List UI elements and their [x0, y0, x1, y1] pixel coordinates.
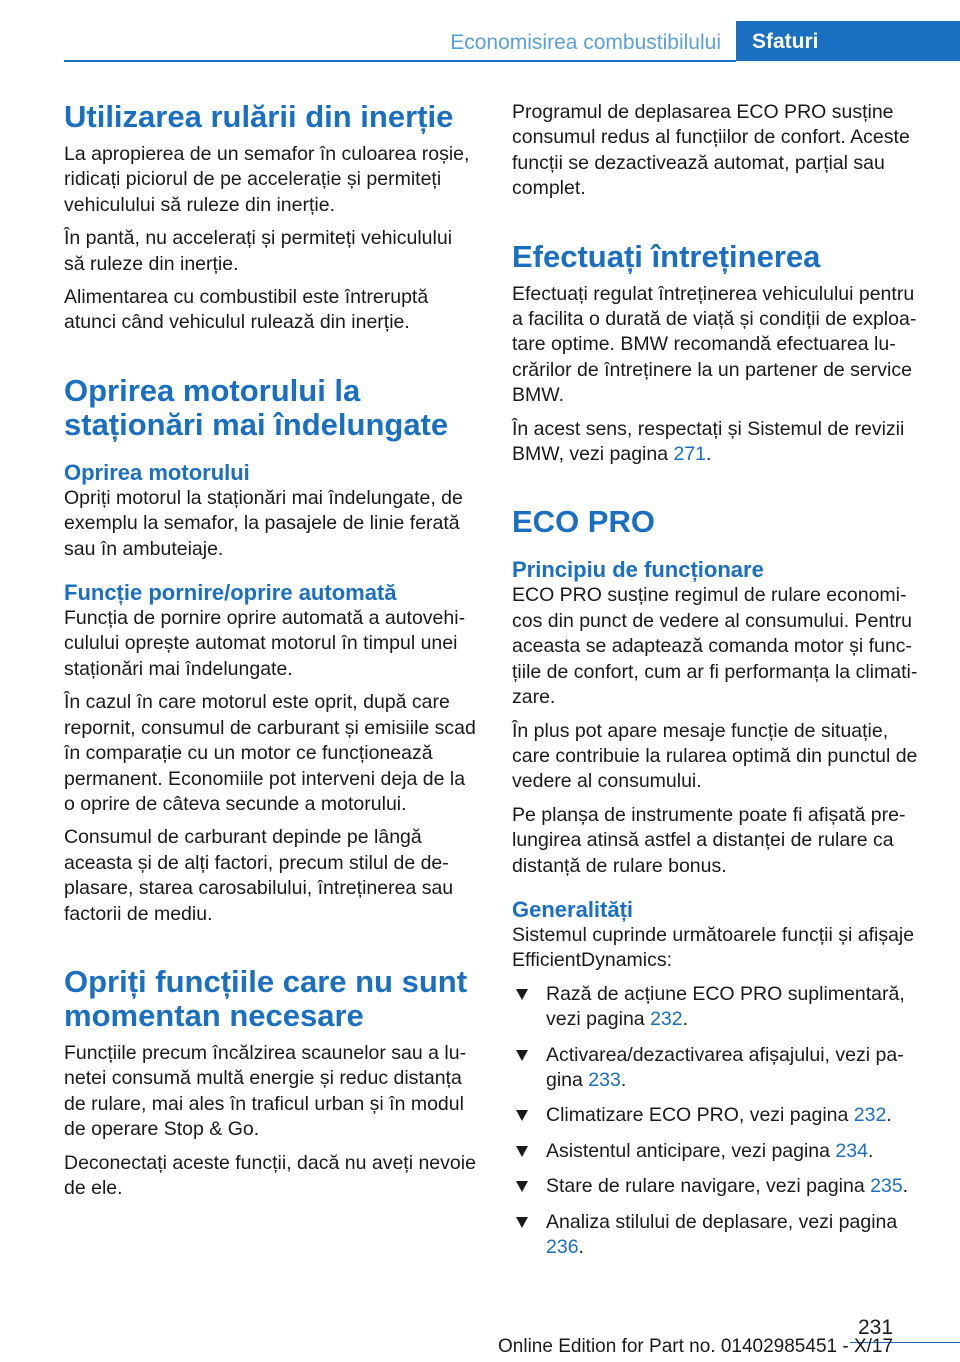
heading-eco-pro: ECO PRO: [512, 504, 655, 540]
right-column: [512, 100, 926, 1270]
triangle-bullet-icon: [516, 1146, 528, 1157]
triangle-bullet-icon: [516, 989, 528, 1000]
paragraph: În pantă, nu accelerați și permiteți vehiculului să ruleze din inerție.: [64, 227, 453, 275]
paragraph: Deconectați aceste funcții, dacă nu aveți nevoie de ele.: [64, 1151, 476, 1199]
text: Asistentul anticipare, vezi pagina: [546, 1139, 836, 1162]
triangle-bullet-icon: [516, 1110, 528, 1121]
list-item: [512, 1043, 926, 1094]
paragraph: [512, 417, 926, 468]
paragraph: Opriți motorul la staționări mai îndelungate, de exemplu la semafor, la pasajele de linie ferată sau în ambuteiaje.: [64, 486, 463, 560]
function-list: [512, 982, 926, 1261]
triangle-bullet-icon: [516, 1050, 528, 1061]
paragraph: În cazul în care motorul este oprit, după care repornit, consumul de carburant și emisiile scad în comparație cu un motor ce funcționează permanent. Economiile pot interveni deja de la o oprire de câteva secunde a motorului.: [64, 691, 476, 815]
text: Analiza stilului de deplasare, vezi pagina: [546, 1210, 898, 1233]
paragraph: Funcția de pornire oprire automată a autovehiculului oprește automat motorul în timpul unei staționări mai îndelungate.: [64, 607, 466, 680]
page-link[interactable]: 232: [650, 1008, 683, 1031]
text: .: [682, 1008, 689, 1031]
text: .: [706, 443, 712, 466]
list-item: [512, 1210, 926, 1261]
paragraph: Efectuați regulat întreținerea vehiculului pentru a facilita o durată de viață și condiții de exploatare optime. BMW recomandă efectuarea lucrărilor de întreținere la un partener de service BMW.: [512, 282, 917, 407]
heading-engine-off: Oprirea motorului la staționări mai îndelungate: [64, 372, 449, 442]
list-item: [512, 1103, 926, 1128]
text: Climatizare ECO PRO, vezi pagina: [546, 1104, 854, 1127]
paragraph: Pe planșa de instrumente poate fi afișată prelungirea atinsă astfel a distanței de rulare ca distanță de rulare bonus.: [512, 803, 906, 877]
heading-maintenance: Efectuați întreținerea: [512, 238, 821, 274]
paragraph: Sistemul cuprinde următoarele funcții și afișaje EfficientDynamics:: [512, 923, 915, 972]
triangle-bullet-icon: [516, 1217, 528, 1228]
subheading-auto-start-stop: Funcție pornire/oprire automată: [64, 580, 397, 606]
text: Rază de acțiune ECO PRO suplimentară, vezi pagina: [546, 982, 905, 1031]
page-header: [0, 0, 960, 62]
subheading-general: Generalități: [512, 896, 634, 922]
list-item: [512, 1174, 926, 1199]
left-column: [64, 100, 478, 1201]
text: .: [886, 1104, 892, 1127]
edition-note: Online Edition for Part no. 01402985451 - X/17: [498, 1336, 894, 1357]
page-link[interactable]: 232: [853, 1104, 887, 1127]
text: .: [578, 1236, 584, 1258]
page-link[interactable]: 233: [588, 1068, 621, 1091]
heading-functions-off: Opriți funcțiile care nu sunt momentan necesare: [64, 963, 468, 1033]
page-link-271[interactable]: 271: [673, 443, 707, 466]
subheading-engine-off: Oprirea motorului: [64, 459, 250, 485]
text: .: [867, 1139, 874, 1162]
section-title: Economisirea combustibilului: [450, 31, 721, 54]
text: .: [902, 1175, 909, 1198]
page-link[interactable]: 236: [546, 1236, 579, 1258]
text: Activarea/dezactivarea afișajului, vezi pagina: [546, 1043, 904, 1091]
chapter-tab: Sfaturi: [736, 21, 960, 61]
text: .: [620, 1068, 627, 1091]
subheading-principle: Principiu de funcționare: [512, 557, 764, 583]
page-link[interactable]: 234: [835, 1139, 868, 1162]
list-item: [512, 982, 926, 1033]
triangle-bullet-icon: [516, 1181, 528, 1192]
list-item: [512, 1139, 926, 1164]
paragraph: ECO PRO susține regimul de rulare economicos din punct de vedere al consumului. Pentru aceasta se adaptează comanda motor și funcțiile de confort, cum ar fi performanța la climatizare.: [512, 584, 918, 709]
page-number: 231: [858, 1316, 894, 1339]
paragraph: Funcțiile precum încălzirea scaunelor sau a lunetei consumă multă energie și reduc distanța de rulare, mai ales în traficul urban și în modul de operare Stop & Go.: [64, 1041, 467, 1141]
paragraph: Programul de deplasarea ECO PRO susține consumul redus al funcțiilor de confort. Aceste funcții se dezactivează automat, parțial sau complet.: [512, 101, 910, 200]
page-link[interactable]: 235: [870, 1175, 903, 1198]
paragraph: Consumul de carburant depinde pe lângă aceasta și de alți factori, precum stilul de deplasare, starea carosabilului, întreținerea sau factorii de mediu.: [64, 826, 454, 925]
text: În acest sens, respectați și Sistemul de revizii BMW, vezi pagina: [512, 417, 905, 466]
paragraph: Alimentarea cu combustibil este întreruptă atunci când vehiculul rulează din inerție.: [64, 286, 429, 334]
text: Stare de rulare navigare, vezi pagina: [546, 1175, 871, 1198]
header-rule: [64, 60, 736, 62]
paragraph: În plus pot apare mesaje funcție de situație, care contribuie la rularea optimă din punctul de vedere al consumului.: [512, 719, 918, 793]
heading-coasting: Utilizarea rulării din inerție: [64, 99, 454, 134]
paragraph: La apropierea de un semafor în culoarea roșie, ridicați piciorul de pe accelerație și permiteți vehiculului să ruleze din inerție.: [64, 143, 470, 216]
